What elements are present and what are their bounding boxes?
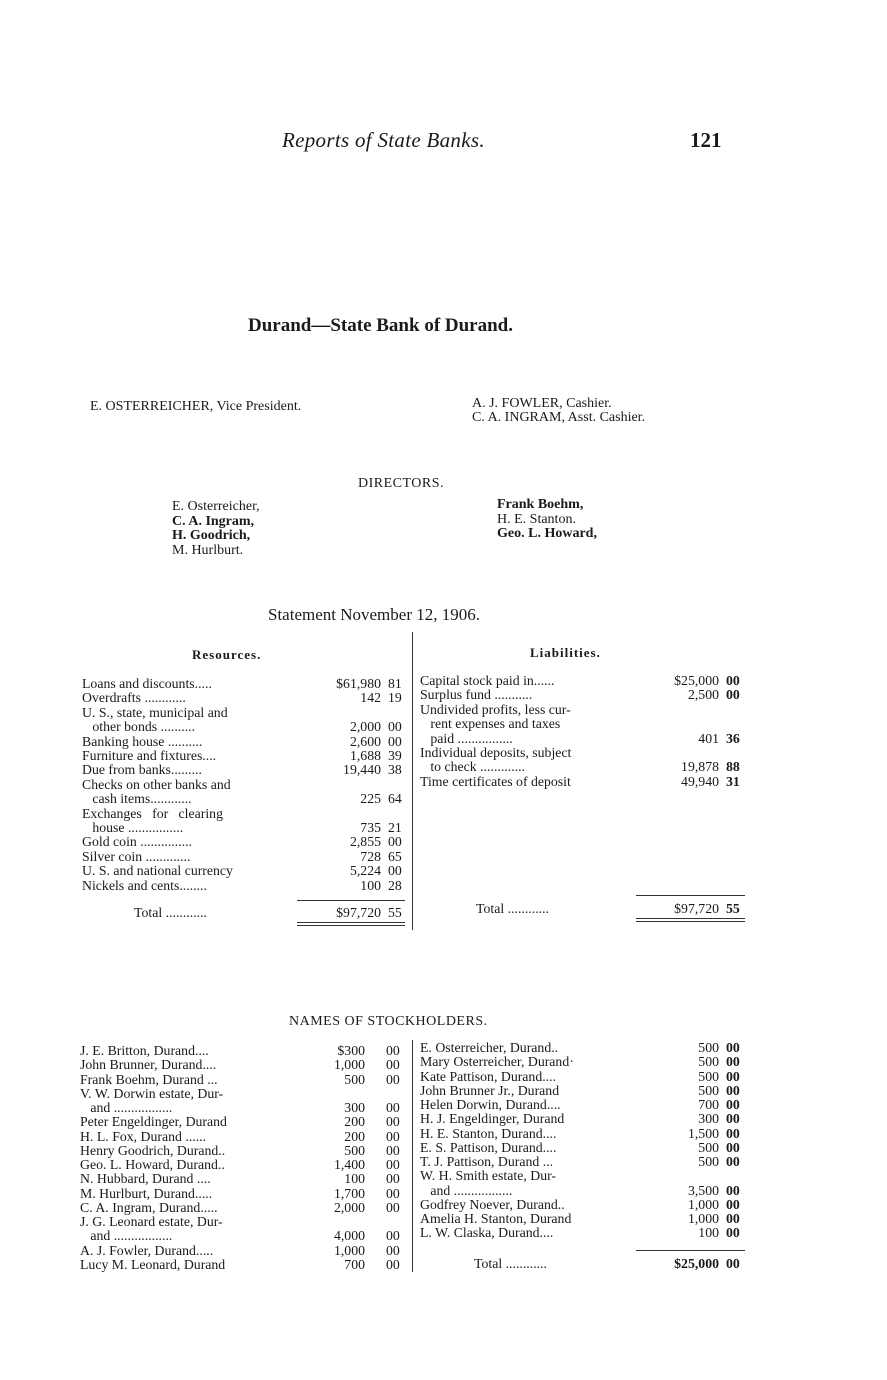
row-label: H. J. Engeldinger, Durand [420,1111,565,1127]
table-row [420,688,750,702]
row-cents: 00 [386,1185,400,1201]
director-name: H. Goodrich, [172,528,251,543]
table-row [80,1172,410,1186]
row-dollars: 1,000 [333,1242,365,1258]
stockholders-total-rule [636,1250,745,1251]
table-row [420,746,750,760]
row-dollars: 200 [344,1114,365,1130]
row-dollars: 500 [344,1071,365,1087]
bank-title: Durand—State Bank of Durand. [248,315,513,336]
row-label: Frank Boehm, Durand ... [80,1071,218,1087]
row-label: E. Osterreicher, Durand.. [420,1040,559,1055]
row-dollars: 401 [698,730,719,746]
row-label: cash items............ [82,791,192,807]
row-cents: 00 [388,834,402,850]
row-label: Due from banks......... [82,762,202,778]
table-row [80,1130,410,1144]
row-cents: 00 [726,1211,740,1226]
row-dollars: 500 [698,1040,719,1055]
table-row [80,1201,410,1215]
row-label: Capital stock paid in...... [420,673,555,688]
row-label: Helen Dorwin, Durand.... [420,1097,561,1112]
table-row [82,749,412,763]
row-cents: 00 [386,1256,400,1272]
table-row [82,850,412,864]
table-row [420,1184,750,1198]
table-row [420,1169,750,1183]
row-dollars: $25,000 [674,673,719,688]
row-dollars: 100 [360,877,381,893]
officer-asst-cashier: C. A. INGRAM, Asst. Cashier. [472,410,646,425]
row-cents: 00 [726,1097,740,1112]
stockholders-total-row [420,1257,750,1271]
row-cents: 28 [388,877,402,893]
row-dollars: 49,940 [681,773,719,789]
row-dollars: 5,224 [349,863,381,879]
table-row [420,1070,750,1084]
table-row [82,763,412,777]
row-label: Furniture and fixtures.... [82,748,217,763]
row-cents: 00 [386,1171,400,1187]
row-label: Henry Goodrich, Durand.. [80,1142,226,1158]
table-row [82,879,412,893]
row-cents: 00 [726,1125,740,1141]
table-row [80,1087,410,1101]
table-row [80,1158,410,1172]
row-cents: 00 [726,1111,740,1127]
table-row [82,677,412,691]
row-dollars: 225 [360,791,381,807]
row-dollars: 100 [344,1171,365,1187]
row-label: L. W. Claska, Durand.... [420,1225,554,1241]
statement-column-divider [412,632,413,930]
table-row [82,720,412,734]
table-row [80,1101,410,1115]
table-row [420,1155,750,1169]
row-dollars: $300 [337,1043,365,1058]
row-dollars: 2,855 [349,834,381,850]
row-cents: 00 [386,1114,400,1130]
row-label: E. S. Pattison, Durand.... [420,1139,557,1155]
resources-total-row [82,906,412,920]
row-dollars: 500 [698,1054,719,1070]
total-cents: 55 [388,905,402,920]
total-dollars: $25,000 [674,1256,719,1271]
row-cents: 21 [388,820,402,835]
row-cents: 00 [726,1040,740,1055]
row-label: other bonds .......... [82,719,196,735]
row-dollars: 700 [698,1097,719,1112]
row-label: Geo. L. Howard, Durand.. [80,1157,225,1172]
row-cents: 00 [386,1100,400,1115]
row-dollars: 142 [360,690,381,706]
liabilities-total-rule [636,895,745,896]
row-dollars: 300 [698,1111,719,1127]
row-cents: 00 [386,1043,400,1058]
row-cents: 00 [386,1242,400,1258]
table-row [420,760,750,774]
table-row [82,778,412,792]
row-dollars: 500 [698,1154,719,1169]
total-cents: 55 [726,901,740,916]
officer-cashier: A. J. FOWLER, Cashier. [472,396,612,411]
row-label: Banking house .......... [82,733,203,749]
row-dollars: 19,878 [681,759,719,775]
row-dollars: 1,000 [687,1211,719,1226]
table-row [80,1229,410,1243]
row-label: A. J. Fowler, Durand..... [80,1242,214,1258]
row-cents: 00 [386,1142,400,1158]
row-label: paid ................ [420,730,513,746]
row-cents: 00 [726,1154,740,1169]
row-label: John Brunner Jr., Durand [420,1082,560,1098]
row-label: Kate Pattison, Durand.... [420,1068,557,1084]
table-row [80,1115,410,1129]
row-label: Overdrafts ............ [82,690,186,706]
table-row [420,1212,750,1226]
table-row [80,1187,410,1201]
row-cents: 00 [726,1082,740,1098]
row-cents: 00 [726,1054,740,1070]
row-cents: 00 [726,673,740,688]
directors-left-list [172,500,260,558]
row-dollars: 500 [698,1068,719,1084]
row-cents: 65 [388,848,402,864]
row-cents: 19 [388,690,402,706]
row-dollars: 1,700 [333,1185,365,1201]
row-dollars: 500 [344,1142,365,1158]
table-row [420,1041,750,1055]
row-cents: 00 [726,687,740,703]
row-label: T. J. Pattison, Durand ... [420,1154,554,1169]
table-row [80,1044,410,1058]
row-dollars: 2,500 [687,687,719,703]
row-cents: 81 [388,676,402,691]
total-label: Total ............ [134,905,207,920]
row-cents: 31 [726,773,740,789]
row-cents: 38 [388,762,402,778]
table-row [82,735,412,749]
liabilities-total-double-rule [636,918,745,922]
row-dollars: 4,000 [333,1228,365,1244]
table-row [420,1141,750,1155]
row-label: Mary Osterreicher, Durand· [420,1054,574,1070]
row-label: M. Hurlburt, Durand..... [80,1185,213,1201]
table-row [82,835,412,849]
directors-title: DIRECTORS. [358,476,445,491]
table-row [420,1055,750,1069]
stockholders-column-divider [412,1040,413,1272]
row-cents: 00 [386,1071,400,1087]
liabilities-title: Liabilities. [530,645,601,660]
row-cents: 00 [386,1057,400,1073]
table-row [80,1058,410,1072]
resources-title: Resources. [192,647,262,662]
table-row [80,1144,410,1158]
table-row [420,1127,750,1141]
director-name: H. E. Stanton. [497,511,576,527]
row-label: John Brunner, Durand.... [80,1057,217,1073]
row-label: rent expenses and taxes [420,716,561,732]
table-row [80,1244,410,1258]
total-label: Total ............ [476,901,549,916]
row-dollars: 100 [698,1225,719,1241]
director-name: Geo. L. Howard, [497,526,597,541]
table-row [82,691,412,705]
row-label: Silver coin ............. [82,848,191,864]
row-label: house ................ [82,820,184,835]
row-label: U. S., state, municipal and [82,704,228,720]
row-cents: 00 [726,1225,740,1241]
total-cents: 00 [726,1256,740,1271]
row-label: Undivided profits, less cur- [420,701,571,717]
table-row [80,1073,410,1087]
row-label: and ................. [420,1182,513,1198]
row-label: Exchanges for clearing [82,805,223,821]
table-row [82,706,412,720]
row-label: Peter Engeldinger, Durand [80,1114,227,1130]
director-name: Frank Boehm, [497,497,584,512]
row-dollars: 500 [698,1139,719,1155]
table-row [82,807,412,821]
row-label: Godfrey Noever, Durand.. [420,1196,565,1212]
row-label: U. S. and national currency [82,863,233,879]
director-name: C. A. Ingram, [172,513,255,529]
row-cents: 00 [388,733,402,749]
row-cents: 88 [726,759,740,775]
row-dollars: 700 [344,1256,365,1272]
row-label: and ................. [80,1100,173,1115]
row-label: Time certificates of deposit [420,773,571,789]
row-cents: 36 [726,730,740,746]
table-row [420,1098,750,1112]
row-label: J. G. Leonard estate, Dur- [80,1214,223,1229]
running-header-title: Reports of State Banks. [282,128,485,152]
row-dollars: 728 [360,848,381,864]
row-label: C. A. Ingram, Durand..... [80,1199,218,1215]
row-label: W. H. Smith estate, Dur- [420,1168,557,1184]
row-dollars: 1,500 [687,1125,719,1141]
row-label: N. Hubbard, Durand .... [80,1171,211,1187]
table-row [420,1084,750,1098]
row-cents: 00 [388,719,402,735]
table-row [80,1215,410,1229]
row-label: J. E. Britton, Durand.... [80,1043,209,1058]
officer-vice-president: E. OSTERREICHER, Vice President. [90,399,302,414]
stockholders-title: NAMES OF STOCKHOLDERS. [289,1014,488,1029]
row-dollars: 1,688 [349,748,381,763]
table-row [420,732,750,746]
row-dollars: 300 [344,1100,365,1115]
row-cents: 00 [386,1199,400,1215]
table-row [420,717,750,731]
row-label: H. E. Stanton, Durand.... [420,1125,557,1141]
director-name: E. Osterreicher, [172,499,260,514]
row-cents: 39 [388,748,402,763]
row-dollars: 735 [360,820,381,835]
director-name: M. Hurlburt. [172,542,244,558]
row-cents: 00 [386,1228,400,1244]
row-label: Nickels and cents........ [82,877,207,893]
row-cents: 00 [726,1182,740,1198]
table-row [420,674,750,688]
row-cents: 00 [726,1196,740,1212]
table-row [82,821,412,835]
liabilities-total-row [420,902,750,916]
row-label: H. L. Fox, Durand ...... [80,1128,207,1144]
table-row [82,792,412,806]
row-cents: 00 [726,1068,740,1084]
row-cents: 00 [388,863,402,879]
row-cents: 00 [726,1139,740,1155]
row-label: Lucy M. Leonard, Durand [80,1256,226,1272]
row-dollars: 2,600 [349,733,381,749]
table-row [82,864,412,878]
table-row [420,1226,750,1240]
row-dollars: 3,500 [687,1182,719,1198]
row-dollars: 500 [698,1082,719,1098]
statement-title: Statement November 12, 1906. [268,605,480,624]
directors-right-list [497,498,597,542]
row-dollars: $61,980 [336,676,381,691]
row-dollars: 1,000 [333,1057,365,1073]
row-label: and ................. [80,1228,173,1244]
row-dollars: 200 [344,1128,365,1144]
row-label: Loans and discounts..... [82,676,212,691]
row-label: Individual deposits, subject [420,745,572,760]
row-label: Amelia H. Stanton, Durand [420,1211,572,1226]
row-label: V. W. Dorwin estate, Dur- [80,1085,224,1101]
row-cents: 00 [386,1128,400,1144]
table-row [420,775,750,789]
row-cents: 00 [386,1157,400,1172]
table-row [420,1112,750,1126]
row-dollars: 1,000 [687,1196,719,1212]
row-dollars: 2,000 [333,1199,365,1215]
row-label: to check ............. [420,759,525,775]
row-dollars: 2,000 [349,719,381,735]
row-label: Checks on other banks and [82,776,231,792]
row-label: Surplus fund ........... [420,687,533,703]
resources-total-double-rule [297,922,405,926]
table-row [420,703,750,717]
total-label: Total ............ [474,1256,547,1271]
row-dollars: 1,400 [333,1157,365,1172]
table-row [80,1258,410,1272]
table-row [420,1198,750,1212]
row-cents: 64 [388,791,402,807]
total-dollars: $97,720 [336,905,381,920]
page-number: 121 [690,128,722,152]
row-label: Gold coin ............... [82,834,192,850]
resources-total-rule [297,900,405,901]
row-dollars: 19,440 [343,762,381,778]
total-dollars: $97,720 [674,901,719,916]
